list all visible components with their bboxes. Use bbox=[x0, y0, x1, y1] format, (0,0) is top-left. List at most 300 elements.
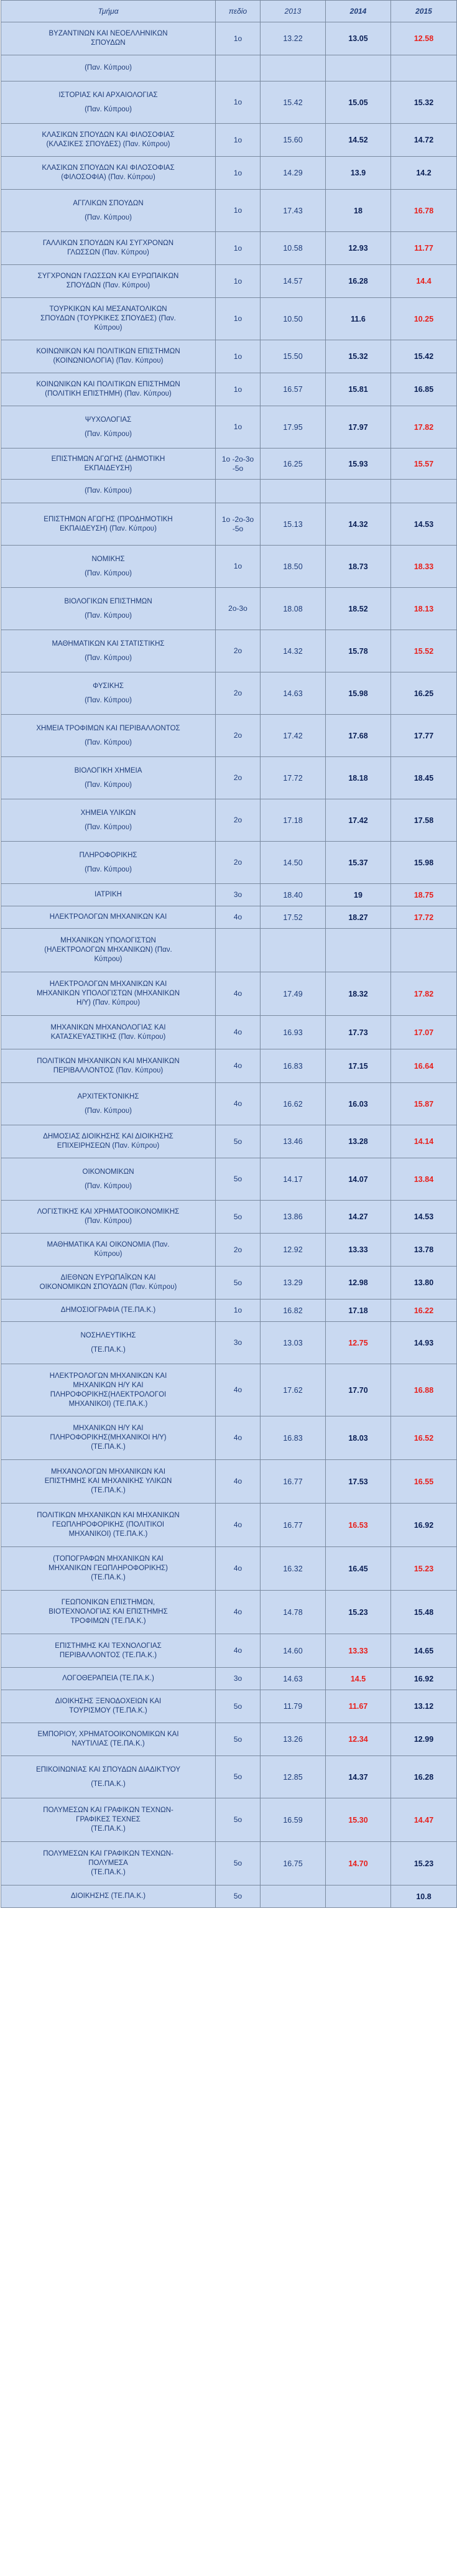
department-name-line: ΓΕΩΠΛΗΡΟΦΟΡΙΚΗΣ (ΠΟΛΙΤΙΚΟΙ bbox=[52, 1521, 165, 1528]
score-2013: 12.85 bbox=[261, 1756, 326, 1798]
field-cell: 1ο -2ο-3ο -5ο bbox=[216, 503, 261, 546]
department-name-line: ΔΗΜΟΣΙΟΓΡΑΦΙΑ (ΤΕ.ΠΑ.Κ.) bbox=[60, 1306, 156, 1314]
department-name-line: ΜΗΧΑΝΙΚΩΝ ΥΠΟΛΟΓΙΣΤΩΝ bbox=[60, 937, 156, 944]
department-name-line: ΑΡΧΙΤΕΚΤΟΝΙΚΗΣ bbox=[77, 1092, 139, 1100]
score-2015: 18.75 bbox=[391, 884, 457, 906]
field-cell bbox=[216, 480, 261, 503]
field-cell: 4ο bbox=[216, 1083, 261, 1125]
score-2013: 16.82 bbox=[261, 1300, 326, 1322]
table-row bbox=[1, 588, 457, 630]
score-2015: 12.99 bbox=[391, 1723, 457, 1756]
score-2015: 16.78 bbox=[391, 190, 457, 232]
score-2014: 18.73 bbox=[326, 546, 391, 588]
score-2015: 18.33 bbox=[391, 546, 457, 588]
field-cell: 5ο bbox=[216, 1201, 261, 1234]
table-row bbox=[1, 449, 457, 480]
table-row bbox=[1, 1798, 457, 1842]
department-name-line: ΕΠΙΧΕΙΡΗΣΕΩΝ (Παν. Κύπρου) bbox=[57, 1142, 160, 1150]
score-2015: 14.2 bbox=[391, 157, 457, 190]
table-row bbox=[1, 190, 457, 232]
field-cell: 4ο bbox=[216, 1504, 261, 1547]
department-name bbox=[1, 1049, 216, 1083]
department-name bbox=[1, 1668, 216, 1690]
field-cell: 4ο bbox=[216, 1049, 261, 1083]
score-2014: 15.78 bbox=[326, 630, 391, 672]
score-2014: 13.28 bbox=[326, 1125, 391, 1158]
score-2014: 16.03 bbox=[326, 1083, 391, 1125]
department-name-line: ΣΠΟΥΔΩΝ (Παν. Κύπρου) bbox=[66, 282, 150, 289]
score-2015: 16.92 bbox=[391, 1668, 457, 1690]
score-2013 bbox=[261, 929, 326, 972]
table-row bbox=[1, 884, 457, 906]
department-name-line: ΚΟΙΝΩΝΙΚΩΝ ΚΑΙ ΠΟΛΙΤΙΚΩΝ ΕΠΙΣΤΗΜΩΝ bbox=[36, 348, 180, 355]
score-2013: 15.42 bbox=[261, 81, 326, 124]
score-2014: 12.34 bbox=[326, 1723, 391, 1756]
department-name-line: ΣΠΟΥΔΩΝ bbox=[91, 39, 126, 47]
score-2013: 16.75 bbox=[261, 1842, 326, 1886]
department-name bbox=[1, 1591, 216, 1634]
score-2014: 17.18 bbox=[326, 1300, 391, 1322]
score-2015: 15.52 bbox=[391, 630, 457, 672]
department-name-line: (Παν. Κύπρου) bbox=[85, 1182, 132, 1190]
field-cell: 1ο bbox=[216, 157, 261, 190]
department-name-line: ΓΡΑΦΙΚΕΣ ΤΕΧΝΕΣ bbox=[76, 1816, 141, 1823]
department-name-line: ΕΠΙΣΤΗΜΩΝ ΑΓΩΓΗΣ (ΔΗΜΟΤΙΚΗ bbox=[51, 455, 165, 463]
field-cell: 1ο bbox=[216, 265, 261, 298]
department-name bbox=[1, 157, 216, 190]
department-name bbox=[1, 799, 216, 842]
department-name bbox=[1, 1504, 216, 1547]
department-name-line: ΑΓΓΛΙΚΩΝ ΣΠΟΥΔΩΝ bbox=[73, 199, 144, 207]
score-2014: 19 bbox=[326, 884, 391, 906]
admission-scores-table bbox=[1, 0, 457, 1908]
department-name-line: (Παν. Κύπρου) bbox=[85, 569, 132, 577]
field-cell: 2ο bbox=[216, 842, 261, 884]
table-row bbox=[1, 1504, 457, 1547]
score-2013: 14.50 bbox=[261, 842, 326, 884]
department-name-line: ΙΑΤΡΙΚΗ bbox=[95, 891, 122, 898]
department-name-line: ΚΛΑΣΙΚΩΝ ΣΠΟΥΔΩΝ ΚΑΙ ΦΙΛΟΣΟΦΙΑΣ bbox=[42, 164, 175, 172]
department-name-line: (Παν. Κύπρου) bbox=[85, 213, 132, 221]
score-2014: 17.97 bbox=[326, 406, 391, 449]
department-name-line: (ΤΕ.ΠΑ.Κ.) bbox=[91, 1825, 126, 1833]
department-name-line: ΣΥΓΧΡΟΝΩΝ ΓΛΩΣΣΩΝ ΚΑΙ ΕΥΡΩΠΑΙΚΩΝ bbox=[37, 272, 179, 280]
department-name-line: ΕΚΠΑΙΔΕΥΣΗ) bbox=[84, 464, 132, 472]
department-name-line: ΕΠΙΣΤΗΜΗΣ ΚΑΙ ΤΕΧΝΟΛΟΓΙΑΣ bbox=[55, 1642, 162, 1650]
score-2013: 15.60 bbox=[261, 124, 326, 157]
table-row bbox=[1, 1125, 457, 1158]
department-name-line: ΧΗΜΕΙΑ ΤΡΟΦΙΜΩΝ ΚΑΙ ΠΕΡΙΒΑΛΛΟΝΤΟΣ bbox=[36, 724, 180, 732]
department-name-line: ΔΙΟΙΚΗΣΗΣ (ΤΕ.ΠΑ.Κ.) bbox=[70, 1892, 146, 1900]
department-name bbox=[1, 373, 216, 406]
department-name-line: ΕΠΙΣΤΗΜΩΝ ΑΓΩΓΗΣ (ΠΡΟΔΗΜΟΤΙΚΗ bbox=[44, 515, 173, 523]
score-2013: 13.46 bbox=[261, 1125, 326, 1158]
score-2015: 17.72 bbox=[391, 906, 457, 929]
department-name-line: (ΗΛΕΚΤΡΟΛΟΓΩΝ ΜΗΧΑΝΙΚΩΝ) (Παν. bbox=[44, 946, 172, 954]
field-cell: 4ο bbox=[216, 1591, 261, 1634]
department-name bbox=[1, 1158, 216, 1201]
field-cell: 2ο bbox=[216, 672, 261, 715]
table-row bbox=[1, 1234, 457, 1267]
department-name-line: ΕΠΙΚΟΙΝΩΝΙΑΣ ΚΑΙ ΣΠΟΥΔΩΝ ΔΙΑΔΙΚΤΥΟΥ bbox=[35, 1765, 181, 1774]
department-name bbox=[1, 1016, 216, 1049]
field-cell: 1ο bbox=[216, 340, 261, 373]
department-name-line: ΗΛΕΚΤΡΟΛΟΓΩΝ ΜΗΧΑΝΙΚΩΝ ΚΑΙ bbox=[49, 913, 167, 921]
field-cell: 1ο bbox=[216, 406, 261, 449]
department-name-line: (Παν. Κύπρου) bbox=[85, 64, 132, 72]
department-name-line: (Παν. Κύπρου) bbox=[85, 1217, 132, 1225]
table-row bbox=[1, 298, 457, 340]
department-name-line: ΠΟΛΙΤΙΚΩΝ ΜΗΧΑΝΙΚΩΝ ΚΑΙ ΜΗΧΑΝΙΚΩΝ bbox=[37, 1512, 180, 1519]
department-name-line: ΕΚΠΑΙΔΕΥΣΗ) (Παν. Κύπρου) bbox=[60, 524, 157, 532]
score-2015: 16.88 bbox=[391, 1364, 457, 1416]
score-2013: 17.52 bbox=[261, 906, 326, 929]
field-cell: 5ο bbox=[216, 1267, 261, 1300]
score-2014: 18.32 bbox=[326, 972, 391, 1016]
table-row bbox=[1, 406, 457, 449]
score-2015 bbox=[391, 55, 457, 81]
department-name bbox=[1, 1300, 216, 1322]
department-name bbox=[1, 715, 216, 757]
department-name-line: ΧΗΜΕΙΑ ΥΛΙΚΩΝ bbox=[80, 809, 136, 817]
department-name-line: ΤΟΥΡΚΙΚΩΝ ΚΑΙ ΜΕΣΑΝΑΤΟΛΙΚΩΝ bbox=[49, 305, 167, 313]
score-2014: 13.9 bbox=[326, 157, 391, 190]
department-name-line: ΔΗΜΟΣΙΑΣ ΔΙΟΙΚΗΣΗΣ ΚΑΙ ΔΙΟΙΚΗΣΗΣ bbox=[43, 1133, 173, 1140]
department-name-line: ΛΟΓΙΣΤΙΚΗΣ ΚΑΙ ΧΡΗΜΑΤΟΟΙΚΟΝΟΜΙΚΗΣ bbox=[37, 1208, 180, 1216]
score-2015: 17.82 bbox=[391, 972, 457, 1016]
department-name-line: Κύπρου) bbox=[94, 324, 122, 332]
department-name-line: ΠΕΡΙΒΑΛΛΟΝΤΟΣ (ΤΕ.ΠΑ.Κ.) bbox=[59, 1651, 157, 1659]
department-name-line: (Παν. Κύπρου) bbox=[85, 430, 132, 438]
score-2014 bbox=[326, 55, 391, 81]
score-2015: 17.82 bbox=[391, 406, 457, 449]
field-cell: 5ο bbox=[216, 1125, 261, 1158]
score-2013: 17.18 bbox=[261, 799, 326, 842]
field-cell: 2ο bbox=[216, 757, 261, 799]
score-2015: 12.58 bbox=[391, 22, 457, 55]
field-cell: 1ο bbox=[216, 81, 261, 124]
department-name bbox=[1, 630, 216, 672]
department-name-line: ΝΟΜΙΚΗΣ bbox=[91, 555, 125, 563]
score-2013: 16.57 bbox=[261, 373, 326, 406]
department-name-line: ΙΣΤΟΡΙΑΣ ΚΑΙ ΑΡΧΑΙΟΛΟΓΙΑΣ bbox=[58, 91, 158, 99]
department-name bbox=[1, 906, 216, 929]
score-2013: 13.03 bbox=[261, 1322, 326, 1364]
score-2014 bbox=[326, 480, 391, 503]
table-row bbox=[1, 842, 457, 884]
score-2013: 13.29 bbox=[261, 1267, 326, 1300]
department-name-line: ΨΥΧΟΛΟΓΙΑΣ bbox=[85, 416, 132, 424]
score-2014: 12.98 bbox=[326, 1267, 391, 1300]
field-cell: 5ο bbox=[216, 1158, 261, 1201]
department-name-line: (Παν. Κύπρου) bbox=[85, 611, 132, 620]
department-name-line: Κύπρου) bbox=[94, 956, 122, 963]
field-cell: 4ο bbox=[216, 1460, 261, 1504]
department-name bbox=[1, 1364, 216, 1416]
score-2015: 16.28 bbox=[391, 1756, 457, 1798]
department-name bbox=[1, 503, 216, 546]
table-row bbox=[1, 124, 457, 157]
field-cell: 1ο bbox=[216, 22, 261, 55]
score-2015: 10.25 bbox=[391, 298, 457, 340]
department-name bbox=[1, 842, 216, 884]
department-name-line: (Παν. Κύπρου) bbox=[85, 781, 132, 789]
department-name-line: ΛΟΓΟΘΕΡΑΠΕΙΑ (ΤΕ.ΠΑ.Κ.) bbox=[62, 1675, 154, 1682]
department-name bbox=[1, 1798, 216, 1842]
department-name-line: ΓΛΩΣΣΩΝ (Παν. Κύπρου) bbox=[67, 249, 149, 256]
score-2014: 14.32 bbox=[326, 503, 391, 546]
table-row bbox=[1, 1416, 457, 1460]
score-2014: 14.37 bbox=[326, 1756, 391, 1798]
table-row bbox=[1, 757, 457, 799]
score-2015: 14.65 bbox=[391, 1634, 457, 1668]
table-row bbox=[1, 1158, 457, 1201]
score-2013: 17.42 bbox=[261, 715, 326, 757]
table-row bbox=[1, 1591, 457, 1634]
score-2014: 18.03 bbox=[326, 1416, 391, 1460]
score-2015: 14.93 bbox=[391, 1322, 457, 1364]
score-2013: 14.29 bbox=[261, 157, 326, 190]
score-2013: 17.72 bbox=[261, 757, 326, 799]
field-cell: 4ο bbox=[216, 1016, 261, 1049]
department-name-line: (Παν. Κύπρου) bbox=[85, 654, 132, 662]
score-2014: 18.18 bbox=[326, 757, 391, 799]
score-2015: 18.45 bbox=[391, 757, 457, 799]
department-name bbox=[1, 672, 216, 715]
department-name-line: ΠΟΛΥΜΕΣΩΝ ΚΑΙ ΓΡΑΦΙΚΩΝ ΤΕΧΝΩΝ- bbox=[43, 1850, 173, 1858]
score-2014: 15.93 bbox=[326, 449, 391, 480]
department-name-line: ΝΑΥΤΙΛΙΑΣ (ΤΕ.ΠΑ.Κ.) bbox=[72, 1740, 145, 1747]
table-row bbox=[1, 1668, 457, 1690]
score-2013: 17.95 bbox=[261, 406, 326, 449]
department-name bbox=[1, 1842, 216, 1886]
score-2013: 17.49 bbox=[261, 972, 326, 1016]
department-name-line: ΚΛΑΣΙΚΩΝ ΣΠΟΥΔΩΝ ΚΑΙ ΦΙΛΟΣΟΦΙΑΣ bbox=[42, 131, 175, 139]
department-name bbox=[1, 546, 216, 588]
department-name-line: Η/Υ) (Παν. Κύπρου) bbox=[76, 999, 141, 1007]
score-2015: 15.57 bbox=[391, 449, 457, 480]
department-name-line: ΜΗΧΑΝΙΚΩΝ Η/Υ ΚΑΙ bbox=[73, 1425, 144, 1432]
score-2014 bbox=[326, 1886, 391, 1908]
score-2015: 16.92 bbox=[391, 1504, 457, 1547]
score-2015: 16.22 bbox=[391, 1300, 457, 1322]
field-cell: 1ο bbox=[216, 298, 261, 340]
department-name-line: ΜΗΧΑΝΙΚΩΝ Η/Υ ΚΑΙ bbox=[73, 1381, 144, 1389]
score-2013: 14.63 bbox=[261, 672, 326, 715]
department-name bbox=[1, 588, 216, 630]
department-name bbox=[1, 757, 216, 799]
score-2015: 15.23 bbox=[391, 1547, 457, 1591]
score-2014: 15.98 bbox=[326, 672, 391, 715]
field-cell: 2ο-3ο bbox=[216, 588, 261, 630]
department-name-line: ΠΛΗΡΟΦΟΡΙΚΗΣ bbox=[79, 851, 137, 859]
score-2013: 12.92 bbox=[261, 1234, 326, 1267]
header-2013: 2013 bbox=[261, 1, 326, 22]
department-name-line: (Παν. Κύπρου) bbox=[85, 696, 132, 704]
score-2013: 16.25 bbox=[261, 449, 326, 480]
score-2014: 15.30 bbox=[326, 1798, 391, 1842]
score-2015: 13.80 bbox=[391, 1267, 457, 1300]
score-2015: 14.4 bbox=[391, 265, 457, 298]
department-name-line: ΜΗΧΑΝΙΚΟΙ) (ΤΕ.ΠΑ.Κ.) bbox=[68, 1400, 148, 1408]
score-2013: 18.50 bbox=[261, 546, 326, 588]
score-2013: 14.57 bbox=[261, 265, 326, 298]
department-name-line: (Παν. Κύπρου) bbox=[85, 487, 132, 495]
department-name-line: ΒΙΟΛΟΓΙΚΗ ΧΗΜΕΙΑ bbox=[74, 766, 142, 774]
score-2013 bbox=[261, 55, 326, 81]
score-2013: 16.62 bbox=[261, 1083, 326, 1125]
score-2013: 14.17 bbox=[261, 1158, 326, 1201]
score-2013: 14.78 bbox=[261, 1591, 326, 1634]
department-name bbox=[1, 1690, 216, 1723]
table-row bbox=[1, 340, 457, 373]
table-row bbox=[1, 1364, 457, 1416]
score-2014: 15.37 bbox=[326, 842, 391, 884]
score-2014: 15.05 bbox=[326, 81, 391, 124]
field-cell: 1ο -2ο-3ο -5ο bbox=[216, 449, 261, 480]
score-2013: 18.40 bbox=[261, 884, 326, 906]
score-2014: 12.93 bbox=[326, 232, 391, 265]
department-name-line: (ΤΟΠΟΓΡΑΦΩΝ ΜΗΧΑΝΙΚΩΝ ΚΑΙ bbox=[53, 1555, 164, 1563]
table-row bbox=[1, 630, 457, 672]
department-name-line: (Παν. Κύπρου) bbox=[85, 823, 132, 831]
department-name-line: (Παν. Κύπρου) bbox=[85, 105, 132, 113]
field-cell: 1ο bbox=[216, 373, 261, 406]
score-2013: 14.63 bbox=[261, 1668, 326, 1690]
department-name-line: ΗΛΕΚΤΡΟΛΟΓΩΝ ΜΗΧΑΝΙΚΩΝ ΚΑΙ bbox=[49, 1372, 167, 1380]
table-row bbox=[1, 81, 457, 124]
header-2014: 2014 bbox=[326, 1, 391, 22]
table-row bbox=[1, 1460, 457, 1504]
table-row bbox=[1, 1756, 457, 1798]
score-2015: 13.78 bbox=[391, 1234, 457, 1267]
score-2015 bbox=[391, 480, 457, 503]
table-row bbox=[1, 1690, 457, 1723]
department-name bbox=[1, 265, 216, 298]
table-row bbox=[1, 546, 457, 588]
department-name-line: ΜΗΧΑΝΙΚΩΝ ΜΗΧΑΝΟΛΟΓΙΑΣ ΚΑΙ bbox=[50, 1023, 166, 1031]
field-cell: 4ο bbox=[216, 1416, 261, 1460]
score-2014: 18 bbox=[326, 190, 391, 232]
score-2015: 10.8 bbox=[391, 1886, 457, 1908]
field-cell: 2ο bbox=[216, 715, 261, 757]
score-2014: 16.45 bbox=[326, 1547, 391, 1591]
score-2014: 12.75 bbox=[326, 1322, 391, 1364]
field-cell: 1ο bbox=[216, 190, 261, 232]
score-2015: 14.53 bbox=[391, 1201, 457, 1234]
department-name-line: (ΤΕ.ΠΑ.Κ.) bbox=[91, 1574, 126, 1581]
score-2015: 16.52 bbox=[391, 1416, 457, 1460]
field-cell: 5ο bbox=[216, 1756, 261, 1798]
department-name-line: ΜΑΘΗΜΑΤΙΚΑ ΚΑΙ ΟΙΚΟΝΟΜΙΑ (Παν. bbox=[47, 1241, 170, 1248]
department-name bbox=[1, 340, 216, 373]
score-2014: 13.33 bbox=[326, 1634, 391, 1668]
score-2015: 16.64 bbox=[391, 1049, 457, 1083]
score-2013: 16.77 bbox=[261, 1504, 326, 1547]
department-name-line: ΚΑΤΑΣΚΕΥΑΣΤΙΚΗΣ (Παν. Κύπρου) bbox=[50, 1033, 166, 1041]
department-name-line: (ΤΕ.ΠΑ.Κ.) bbox=[91, 1443, 126, 1451]
department-name-line: (Παν. Κύπρου) bbox=[85, 738, 132, 746]
department-name-line: ΓΕΩΠΟΝΙΚΩΝ ΕΠΙΣΤΗΜΩΝ, bbox=[61, 1599, 155, 1606]
table-row bbox=[1, 232, 457, 265]
score-2014: 14.52 bbox=[326, 124, 391, 157]
department-name-line: ΠΛΗΡΟΦΟΡΙΚΗΣ(ΗΛΕΚΤΡΟΛΟΓΟΙ bbox=[50, 1390, 167, 1398]
department-name bbox=[1, 1125, 216, 1158]
table-row bbox=[1, 22, 457, 55]
department-name bbox=[1, 1322, 216, 1364]
header-row bbox=[1, 1, 457, 22]
score-2013: 17.43 bbox=[261, 190, 326, 232]
field-cell: 2ο bbox=[216, 630, 261, 672]
department-name bbox=[1, 1886, 216, 1908]
field-cell: 5ο bbox=[216, 1690, 261, 1723]
table-row bbox=[1, 55, 457, 81]
department-name-line: ΔΙΟΙΚΗΣΗΣ ΞΕΝΟΔΟΧΕΙΩΝ ΚΑΙ bbox=[55, 1698, 162, 1705]
table-row bbox=[1, 1300, 457, 1322]
department-name-line: ΤΟΥΡΙΣΜΟΥ (ΤΕ.ΠΑ.Κ.) bbox=[69, 1707, 147, 1714]
score-2013: 16.32 bbox=[261, 1547, 326, 1591]
score-2015: 15.32 bbox=[391, 81, 457, 124]
department-name bbox=[1, 22, 216, 55]
field-cell: 4ο bbox=[216, 906, 261, 929]
department-name bbox=[1, 1201, 216, 1234]
field-cell: 1ο bbox=[216, 546, 261, 588]
department-name bbox=[1, 972, 216, 1016]
score-2014: 17.70 bbox=[326, 1364, 391, 1416]
field-cell: 5ο bbox=[216, 1842, 261, 1886]
table-row bbox=[1, 972, 457, 1016]
field-cell: 3ο bbox=[216, 884, 261, 906]
score-2014: 11.6 bbox=[326, 298, 391, 340]
department-name bbox=[1, 1234, 216, 1267]
score-2013: 10.58 bbox=[261, 232, 326, 265]
department-name-line: ΟΙΚΟΝΟΜΙΚΩΝ ΣΠΟΥΔΩΝ (Παν. Κύπρου) bbox=[39, 1283, 177, 1291]
table-row bbox=[1, 1083, 457, 1125]
score-2014: 14.27 bbox=[326, 1201, 391, 1234]
score-2013: 13.86 bbox=[261, 1201, 326, 1234]
table-row bbox=[1, 480, 457, 503]
department-name-line: ΠΟΛΥΜΕΣΑ bbox=[88, 1859, 128, 1867]
department-name-line: (ΤΕ.ΠΑ.Κ.) bbox=[91, 1346, 126, 1354]
score-2014: 17.42 bbox=[326, 799, 391, 842]
field-cell: 5ο bbox=[216, 1886, 261, 1908]
score-2013: 14.60 bbox=[261, 1634, 326, 1668]
department-name-line: ΜΗΧΑΝΟΛΟΓΩΝ ΜΗΧΑΝΙΚΩΝ ΚΑΙ bbox=[50, 1468, 166, 1476]
department-name bbox=[1, 1634, 216, 1668]
field-cell: 4ο bbox=[216, 1364, 261, 1416]
score-2015: 14.14 bbox=[391, 1125, 457, 1158]
table-row bbox=[1, 1267, 457, 1300]
department-name-line: ΠΕΡΙΒΑΛΛΟΝΤΟΣ (Παν. Κύπρου) bbox=[53, 1066, 164, 1074]
table-row bbox=[1, 1016, 457, 1049]
table-row bbox=[1, 1322, 457, 1364]
table-row bbox=[1, 799, 457, 842]
score-2015: 14.53 bbox=[391, 503, 457, 546]
header-2015: 2015 bbox=[391, 1, 457, 22]
score-2014: 15.23 bbox=[326, 1591, 391, 1634]
score-2015: 15.87 bbox=[391, 1083, 457, 1125]
table-row bbox=[1, 1634, 457, 1668]
score-2013: 16.77 bbox=[261, 1460, 326, 1504]
department-name-line: ΒΥΖΑΝΤΙΝΩΝ ΚΑΙ ΝΕΟΕΛΛΗΝΙΚΩΝ bbox=[48, 30, 168, 37]
table-row bbox=[1, 929, 457, 972]
department-name-line: ΝΟΣΗΛΕΥΤΙΚΗΣ bbox=[80, 1331, 136, 1339]
score-2013: 17.62 bbox=[261, 1364, 326, 1416]
table-row bbox=[1, 1201, 457, 1234]
department-name bbox=[1, 1460, 216, 1504]
score-2015: 17.07 bbox=[391, 1016, 457, 1049]
department-name-line: ΕΜΠΟΡΙΟΥ, ΧΡΗΜΑΤΟΟΙΚΟΝΟΜΙΚΩΝ ΚΑΙ bbox=[37, 1731, 179, 1738]
